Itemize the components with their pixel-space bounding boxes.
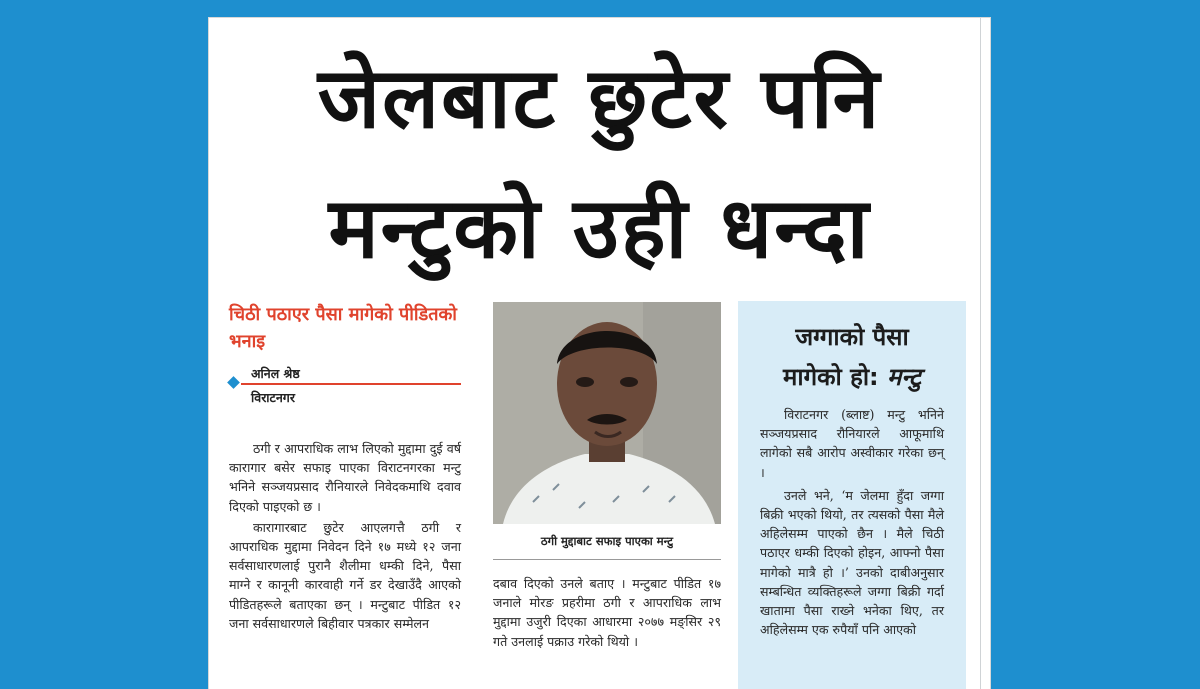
left-article-body: [229, 439, 461, 633]
newspaper-page: [209, 18, 990, 689]
byline-rule: [241, 383, 461, 385]
side-box-heading-prefix: मागेको हो:: [783, 363, 887, 391]
portrait-photo: [493, 302, 721, 524]
side-box-article: [738, 301, 966, 689]
paragraph: कारागारबाट छुटेर आएलगत्तै ठगी र आपराधिक मुद्दामा निवेदन दिने १७ मध्ये १२ जना सर्वसाधारणलाई पुरानै शैलीमा धम्की दिने, पैसा माग्ने र कानूनी कारवाही गर्ने डर देखाउँदै आएको पीडितहरूले बताएका छन् । मन्टुबाट पीडित १२ जना सर्वसाधारणले बिहीवार पत्रकार सम्मेलन: [229, 519, 461, 631]
middle-article-body: [493, 574, 721, 651]
photo-caption: ठगी मुद्दाबाट सफाइ पाएका मन्टु: [493, 534, 721, 560]
headline-line-2: मन्टुको उही धन्दा: [328, 179, 871, 277]
paragraph: उनले भने, ‘म जेलमा हुँदा जग्गा बिक्री भएको थियो, तर त्यसको पैसा मैले अहिलेसम्म पाएको छैन । मैले चिठी पठाएर धम्की दिएको होइन, आफ्नो पैसा मागेको मात्रै हो ।’ उनको दाबीअनुसार सम्बन्धित व्यक्तिहरूले जग्गा बिक्री गर्दा खातामा पैसा राख्ने भनेका थिए, तर अहिलेसम्म एक रुपैयाँ पनि आएको: [760, 487, 944, 638]
author-name: अनिल श्रेष्ठ: [251, 366, 300, 381]
left-article: [229, 301, 461, 633]
diamond-icon: [227, 376, 240, 389]
dateline-place: विराटनगर: [251, 390, 295, 405]
portrait-illustration: [493, 302, 721, 524]
paragraph: विराटनगर (ब्लाष्ट) मन्टु भनिने सञ्जयप्रसाद रौनियारले आफूमाथि लागेको सबै आरोप अस्वीकार गरेका छन् ।: [760, 407, 944, 480]
headline-line-1: जेलबाट छुटेर पनि: [317, 49, 882, 147]
side-box-heading: [738, 317, 966, 397]
paragraph: ठगी र आपराधिक लाभ लिएको मुद्दामा दुई वर्ष कारागार बसेर सफाइ पाएका विराटनगरका मन्टु भनिने सञ्जयप्रसाद रौनियारले निवेदकमाथि दवाव दिएको पाइएको छ ।: [229, 441, 461, 514]
side-box-heading-line-1: जग्गाको पैसा: [795, 323, 909, 351]
side-box-heading-name: मन्टु: [887, 363, 921, 391]
side-box-heading-line-2: [738, 357, 966, 397]
side-box-body: [738, 405, 966, 639]
middle-article: [493, 302, 721, 651]
paragraph: दबाव दिएको उनले बताए । मन्टुबाट पीडित १७ जनाले मोरङ प्रहरीमा ठगी र आपराधिक लाभ मुद्दामा उजुरी दिएका आधारमा २०७७ मङ्सिर २९ गते उनलाई पक्राउ गरेको थियो ।: [493, 576, 721, 649]
sub-headline: चिठी पठाएर पैसा मागेको पीडितको भनाइ: [229, 304, 457, 352]
byline: [229, 366, 461, 413]
